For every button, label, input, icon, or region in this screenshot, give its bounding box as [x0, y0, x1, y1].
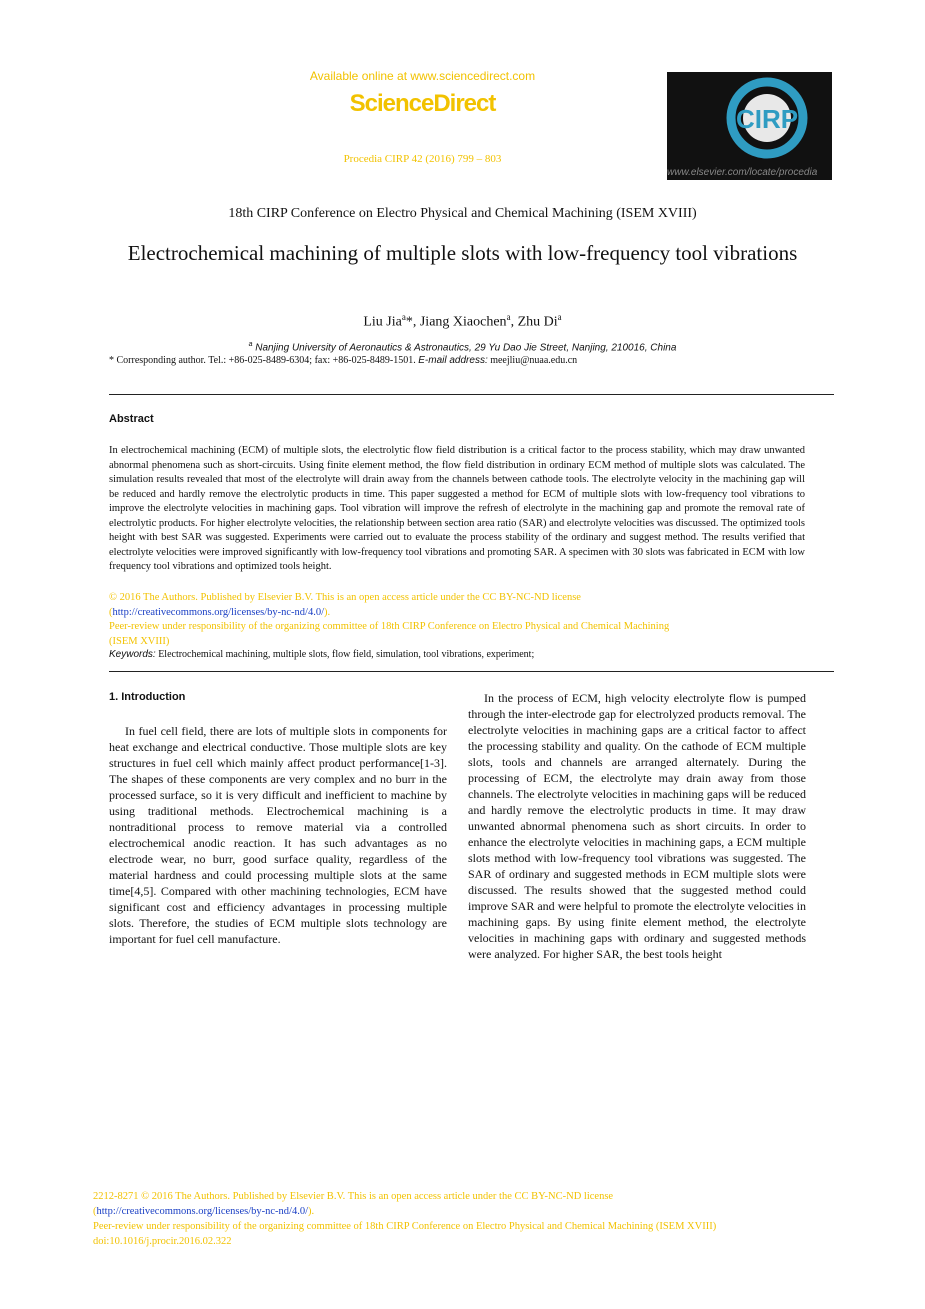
footer-paren: ( [93, 1206, 97, 1217]
author-list [0, 312, 925, 331]
sciencedirect-logo: ScienceDirect [349, 90, 496, 117]
corresponding-author [109, 355, 577, 366]
cirp-logo [667, 72, 832, 180]
keywords-text: Electrochemical machining, multiple slots, flow field, simulation, tool vibrations, experiment; [155, 649, 535, 660]
email-address[interactable]: meejliu@nuaa.edu.cn [487, 355, 578, 366]
affiliation [0, 341, 925, 353]
divider [109, 671, 834, 672]
affiliation-mark: a [401, 312, 406, 322]
body-column-right: In the process of ECM, high velocity electrolyte flow is pumped through the inter-electrode gap for electrolyzed products removal. The electrolyte velocities in machining gaps are a critical factor to affect the processing stability and quality. On the cathode of ECM multiple slots, tools and channels are arranged alternately. During the processing of ECM, the electrolyte may drain away from those channels. The electrolyte velocities in machining gaps will be reduced and hardly remove the electrolytic products in time. It may draw unwanted abnormal phenomena such as short circuits. In order to enhance the electrolyte velocities in machining gaps, a ECM multiple slots method with low-frequency tool vibrations was suggested. The SAR of ordinary and suggested methods in ECM multiple slots were discussed. The results showed that the suggested method could improve SAR and were helpful to promote the electrolyte velocities in machining gaps. By using finite element method, the electrolyte velocities in machining gaps with ordinary and suggested methods were analyzed. For higher SAR, the best tools height [468, 691, 806, 961]
abstract-text: In electrochemical machining (ECM) of multiple slots, the electrolytic flow field distribution is a critical factor to the process stability, which may draw unwanted abnormal phenomena such as short-circuits. Using finite element method, the flow field distribution in ordinary ECM method of multiple slots was calculated. The simulation results revealed that most of the electrolyte will drain away from the channels between cathode tools. The electrolyte velocity in the machining gap will be reduced and hardly remove the electrolytic products in time. This paper suggested a method for ECM of multiple slots with low-frequency tool vibrations to improve the electrolyte velocities in machining gaps. Tool vibration will improve the refresh of electrolyte in the machining gap and promote the removal rate of electrolytic products. For higher electrolyte velocities, the relationship between section area ratio (SAR) and electrolyte velocities was discussed. The optimized tools height with best SAR was suggested. Experiments were carried out to evaluate the process stability of the ordinary and suggest method. The results verified that electrolyte velocities were improved significantly with low-frequency tool vibrations and promoting SAR. A specimen with 30 slots was fabricated in ECM with low frequency tool vibrations and optimized tools height. [109, 445, 805, 572]
cirp-logo-text: CIRP [735, 104, 799, 134]
footer-license-text: 2212-8271 © 2016 The Authors. Published by Elsevier B.V. This is an open access article under the CC BY-NC-ND license [93, 1191, 614, 1202]
affiliation-mark: a [506, 312, 511, 322]
footer-doi[interactable]: doi:10.1016/j.procir.2016.02.322 [93, 1236, 232, 1247]
abstract-heading: Abstract [109, 413, 154, 425]
paper-title: Electrochemical machining of multiple slots with low-frequency tool vibrations [127, 241, 798, 265]
author-separator: , [510, 314, 518, 330]
license-block [109, 591, 805, 649]
email-label: E-mail address: [418, 355, 488, 366]
peer-review-text: (ISEM XVIII) [109, 635, 170, 647]
footer-peer-review: Peer-review under responsibility of the organizing committee of 18th CIRP Conference on Electro Physical and Chemical Machining (ISEM XVIII) [93, 1221, 717, 1232]
body-column-left: In fuel cell field, there are lots of multiple slots in components for heat exchange and electrical conductive. Those multiple slots are key structures in fuel cell which mainly affect product performance[1-3]. The shapes of these components are very complex and no burr in the processed surface, so it is very difficult and inefficient to machine by using traditional methods. Electrochemical machining is a nontraditional process to remove material via a controlled electrochemical anodic reaction. It has such advantages as no electrode wear, no burr, good surface quality, regardless of the material hardness and could processing multiple slots at the same time[4,5]. Compared with other machining technologies, ECM have significant cost and efficiency advantages in processing multiple slots. Therefore, the studies of ECM multiple slots technology are important for fuel cell manufacture. [109, 724, 447, 946]
license-paren: ). [324, 606, 331, 618]
journal-reference: Procedia CIRP 42 (2016) 799 – 803 [343, 153, 502, 165]
keywords [109, 649, 534, 660]
license-text: © 2016 The Authors. Published by Elsevier B.V. This is an open access article under the CC BY-NC-ND license [109, 592, 581, 603]
footer-paren: ). [308, 1206, 315, 1217]
conference-name: 18th CIRP Conference on Electro Physical and Chemical Machining (ISEM XVIII) [228, 206, 697, 221]
footer [93, 1189, 823, 1249]
divider [109, 394, 834, 395]
keywords-label: Keywords: [109, 649, 156, 660]
corresponding-text: * Corresponding author. Tel.: +86-025-8489-6304; fax: +86-025-8489-1501. [109, 355, 419, 366]
peer-review-text: Peer-review under responsibility of the organizing committee of 18th CIRP Conference on Electro Physical and Chemical Machining [109, 621, 670, 632]
author-name: Jiang Xiaochen [419, 314, 507, 330]
affiliation-text: Nanjing University of Aeronautics & Astronautics, 29 Yu Dao Jie Street, Nanjing, 210016, China [255, 342, 677, 354]
author-name: Liu Jia [363, 314, 402, 330]
cirp-emblem-icon [667, 72, 832, 167]
corresponding-mark: *, [405, 314, 420, 330]
available-online-text: Available online at www.sciencedirect.com [309, 69, 536, 83]
license-paren: ( [109, 606, 113, 618]
author-name: Zhu Di [517, 314, 558, 330]
affiliation-mark: a [557, 312, 562, 322]
affiliation-mark: a [248, 341, 253, 348]
section-heading: 1. Introduction [109, 691, 186, 703]
journal-url[interactable]: www.elsevier.com/locate/procedia [667, 167, 818, 178]
license-link[interactable]: http://creativecommons.org/licenses/by-nc-nd/4.0/ [112, 606, 325, 618]
footer-license-link[interactable]: http://creativecommons.org/licenses/by-nc-nd/4.0/ [96, 1206, 309, 1217]
